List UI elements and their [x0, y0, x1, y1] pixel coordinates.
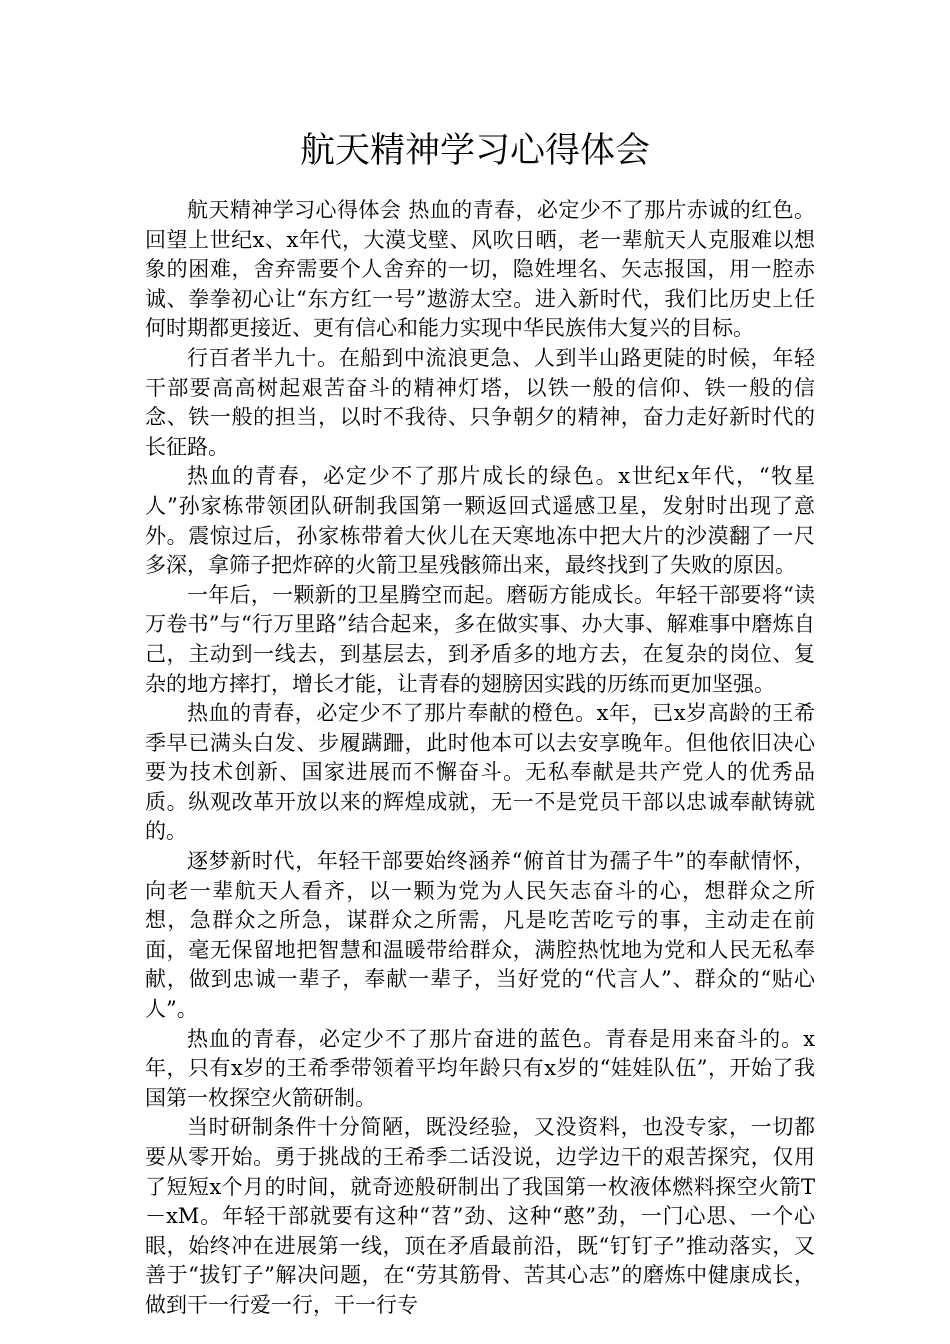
paragraph-4: 一年后，一颗新的卫星腾空而起。磨砺方能成长。年轻干部要将“读万卷书”与“行万里路”结合起来，多在做实事、办大事、解难事中磨炼自己，主动到一线去，到基层去，到矛盾多的地方去，在复杂的岗位、复杂的地方摔打，增长才能，让青春的翅膀因实践的历练而更加坚强。: [145, 582, 815, 696]
document-body: [145, 196, 815, 1321]
paragraph-1: 航天精神学习心得体会 热血的青春，必定少不了那片赤诚的红色。回望上世纪x、x年代，大漠戈壁、风吹日晒，老一辈航天人克服难以想象的困难，舍弃需要个人舍弃的一切，隐姓埋名、矢志报国，用一腔赤诚、拳拳初心让“东方红一号”遨游太空。进入新时代，我们比历史上任何时期都更接近、更有信心和能力实现中华民族伟大复兴的目标。: [145, 198, 815, 341]
document-title: 航天精神学习心得体会: [299, 131, 650, 171]
paragraph-6: 逐梦新时代，年轻干部要始终涵养“俯首甘为孺子牛”的奉献情怀，向老一辈航天人看齐，以一颗为党为人民矢志奋斗的心，想群众之所想，急群众之所急，谋群众之所需，凡是吃苦吃亏的事，主动走在前面，毫无保留地把智慧和温暖带给群众，满腔热忱地为党和人民无私奉献，做到忠诚一辈子，奉献一辈子，当好党的“代言人”、群众的“贴心人”。: [145, 849, 815, 1022]
paragraph-7: 热血的青春，必定少不了那片奋进的蓝色。青春是用来奋斗的。x年，只有x岁的王希季带领着平均年龄只有x岁的“娃娃队伍”，开始了我国第一枚探空火箭研制。: [145, 1026, 815, 1110]
paragraph-5: 热血的青春，必定少不了那片奉献的橙色。x年，已x岁高龄的王希季早已满头白发、步履蹒跚，此时他本可以去安享晚年。但他依旧决心要为技术创新、国家进展而不懈奋斗。无私奉献是共产党人的优秀品质。纵观改革开放以来的辉煌成就，无一不是党员干部以忠诚奉献铸就的。: [145, 701, 815, 844]
paragraph-3: 热血的青春，必定少不了那片成长的绿色。x世纪x年代，“牧星人”孙家栋带领团队研制我国第一颗返回式遥感卫星，发射时出现了意外。震惊过后，孙家栋带着大伙儿在天寒地冻中把大片的沙漠翻了一尺多深，拿筛子把炸碎的火箭卫星残骸筛出来，最终找到了失败的原因。: [145, 464, 815, 578]
paragraph-2: 行百者半九十。在船到中流浪更急、人到半山路更陡的时候，年轻干部要高高树起艰苦奋斗的精神灯塔，以铁一般的信仰、铁一般的信念、铁一般的担当，以时不我待、只争朝夕的精神，奋力走好新时代的长征路。: [145, 345, 815, 459]
paragraph-8: 当时研制条件十分简陋，既没经验，又没资料，也没专家，一切都要从零开始。勇于挑战的王希季二话没说，边学边干的艰苦探究，仅用了短短x个月的时间，就奇迹般研制出了我国第一枚液体燃料探空火箭T－xM。年轻干部就要有这种“苕”劲、这种“憨”劲，一门心思、一个心眼，始终冲在进展第一线，顶在矛盾最前沿，既“钉钉子”推动落实，又善于“拔钉子”解决问题，在“劳其筋骨、苦其心志”的磨炼中健康成长，做到干一行爱一行，干一行专: [145, 1115, 815, 1317]
